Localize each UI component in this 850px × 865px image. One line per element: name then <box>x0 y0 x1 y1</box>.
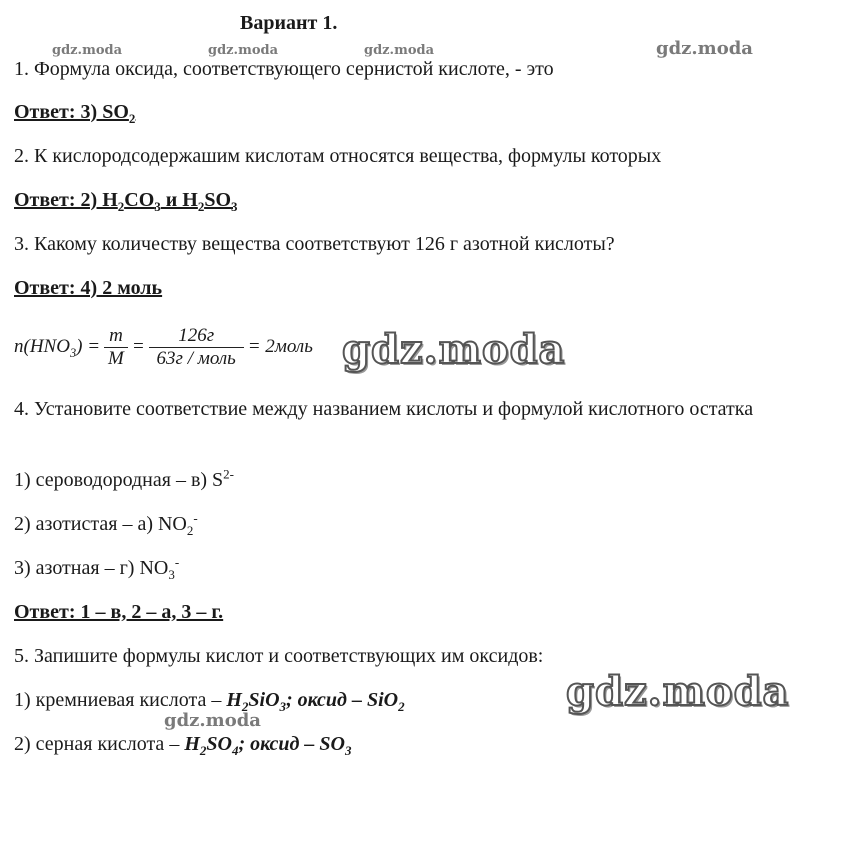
watermark: gdz.moda <box>566 668 790 715</box>
answer-1: Ответ: 3) $SO_2$ <box>14 101 136 126</box>
answer-4: Ответ: 1 – в, 2 – а, 3 – г. <box>14 601 224 623</box>
page-title: Вариант 1. <box>240 12 338 34</box>
match-item-1: 1) сероводородная – в) $S^{2-}$ <box>14 466 235 491</box>
formula-result: = 2моль <box>247 336 313 357</box>
question-4: 4. Установите соответствие между названием кислоты и формулой кислотного остатка <box>14 398 754 420</box>
answer-2: Ответ: 2) $H_2CO_3$ и $H_2SO_3$ <box>14 189 238 214</box>
fraction-values: $\frac{126г}{\text{63г / моль}}$ <box>149 325 244 370</box>
watermark: gdz.moda <box>208 43 279 58</box>
question-3: 3. Какому количеству вещества соответствуют 126 г азотной кислоты? <box>14 233 615 255</box>
watermark: gdz.moda <box>164 710 261 731</box>
watermark: gdz.moda <box>342 326 566 373</box>
match-item-2: 2) азотистая – а) $NO_2^-$ <box>14 510 198 538</box>
equals-sign: = <box>131 336 145 357</box>
question-1: 1. Формула оксида, соответствующего сернистой кислоте, - это <box>14 58 554 80</box>
fraction-m-over-M: $\frac{m}{M}$ <box>104 325 128 370</box>
match-item-3: 3) азотная – г) $NO_3^-$ <box>14 554 180 582</box>
question-2: 2. К кислородсодержашим кислотам относятся вещества, формулы которых <box>14 145 662 167</box>
molar-formula <box>14 322 313 372</box>
watermark: gdz.moda <box>364 43 435 58</box>
answer-5-line-1: 1) кремниевая кислота – $H_2SiO_3$; оксид – SiO$_2$ <box>14 689 405 714</box>
answer-5-line-2: 2) серная кислота – $H_2SO_4$; оксид – $SO_3$ <box>14 733 352 758</box>
watermark: gdz.moda <box>52 43 123 58</box>
formula-lhs: $n(HNO_3)$ = <box>14 336 101 360</box>
question-5: 5. Запишите формулы кислот и соответствующих им оксидов: <box>14 645 544 667</box>
answer-3: Ответ: 4) 2 моль <box>14 277 163 299</box>
watermark: gdz.moda <box>656 38 753 59</box>
